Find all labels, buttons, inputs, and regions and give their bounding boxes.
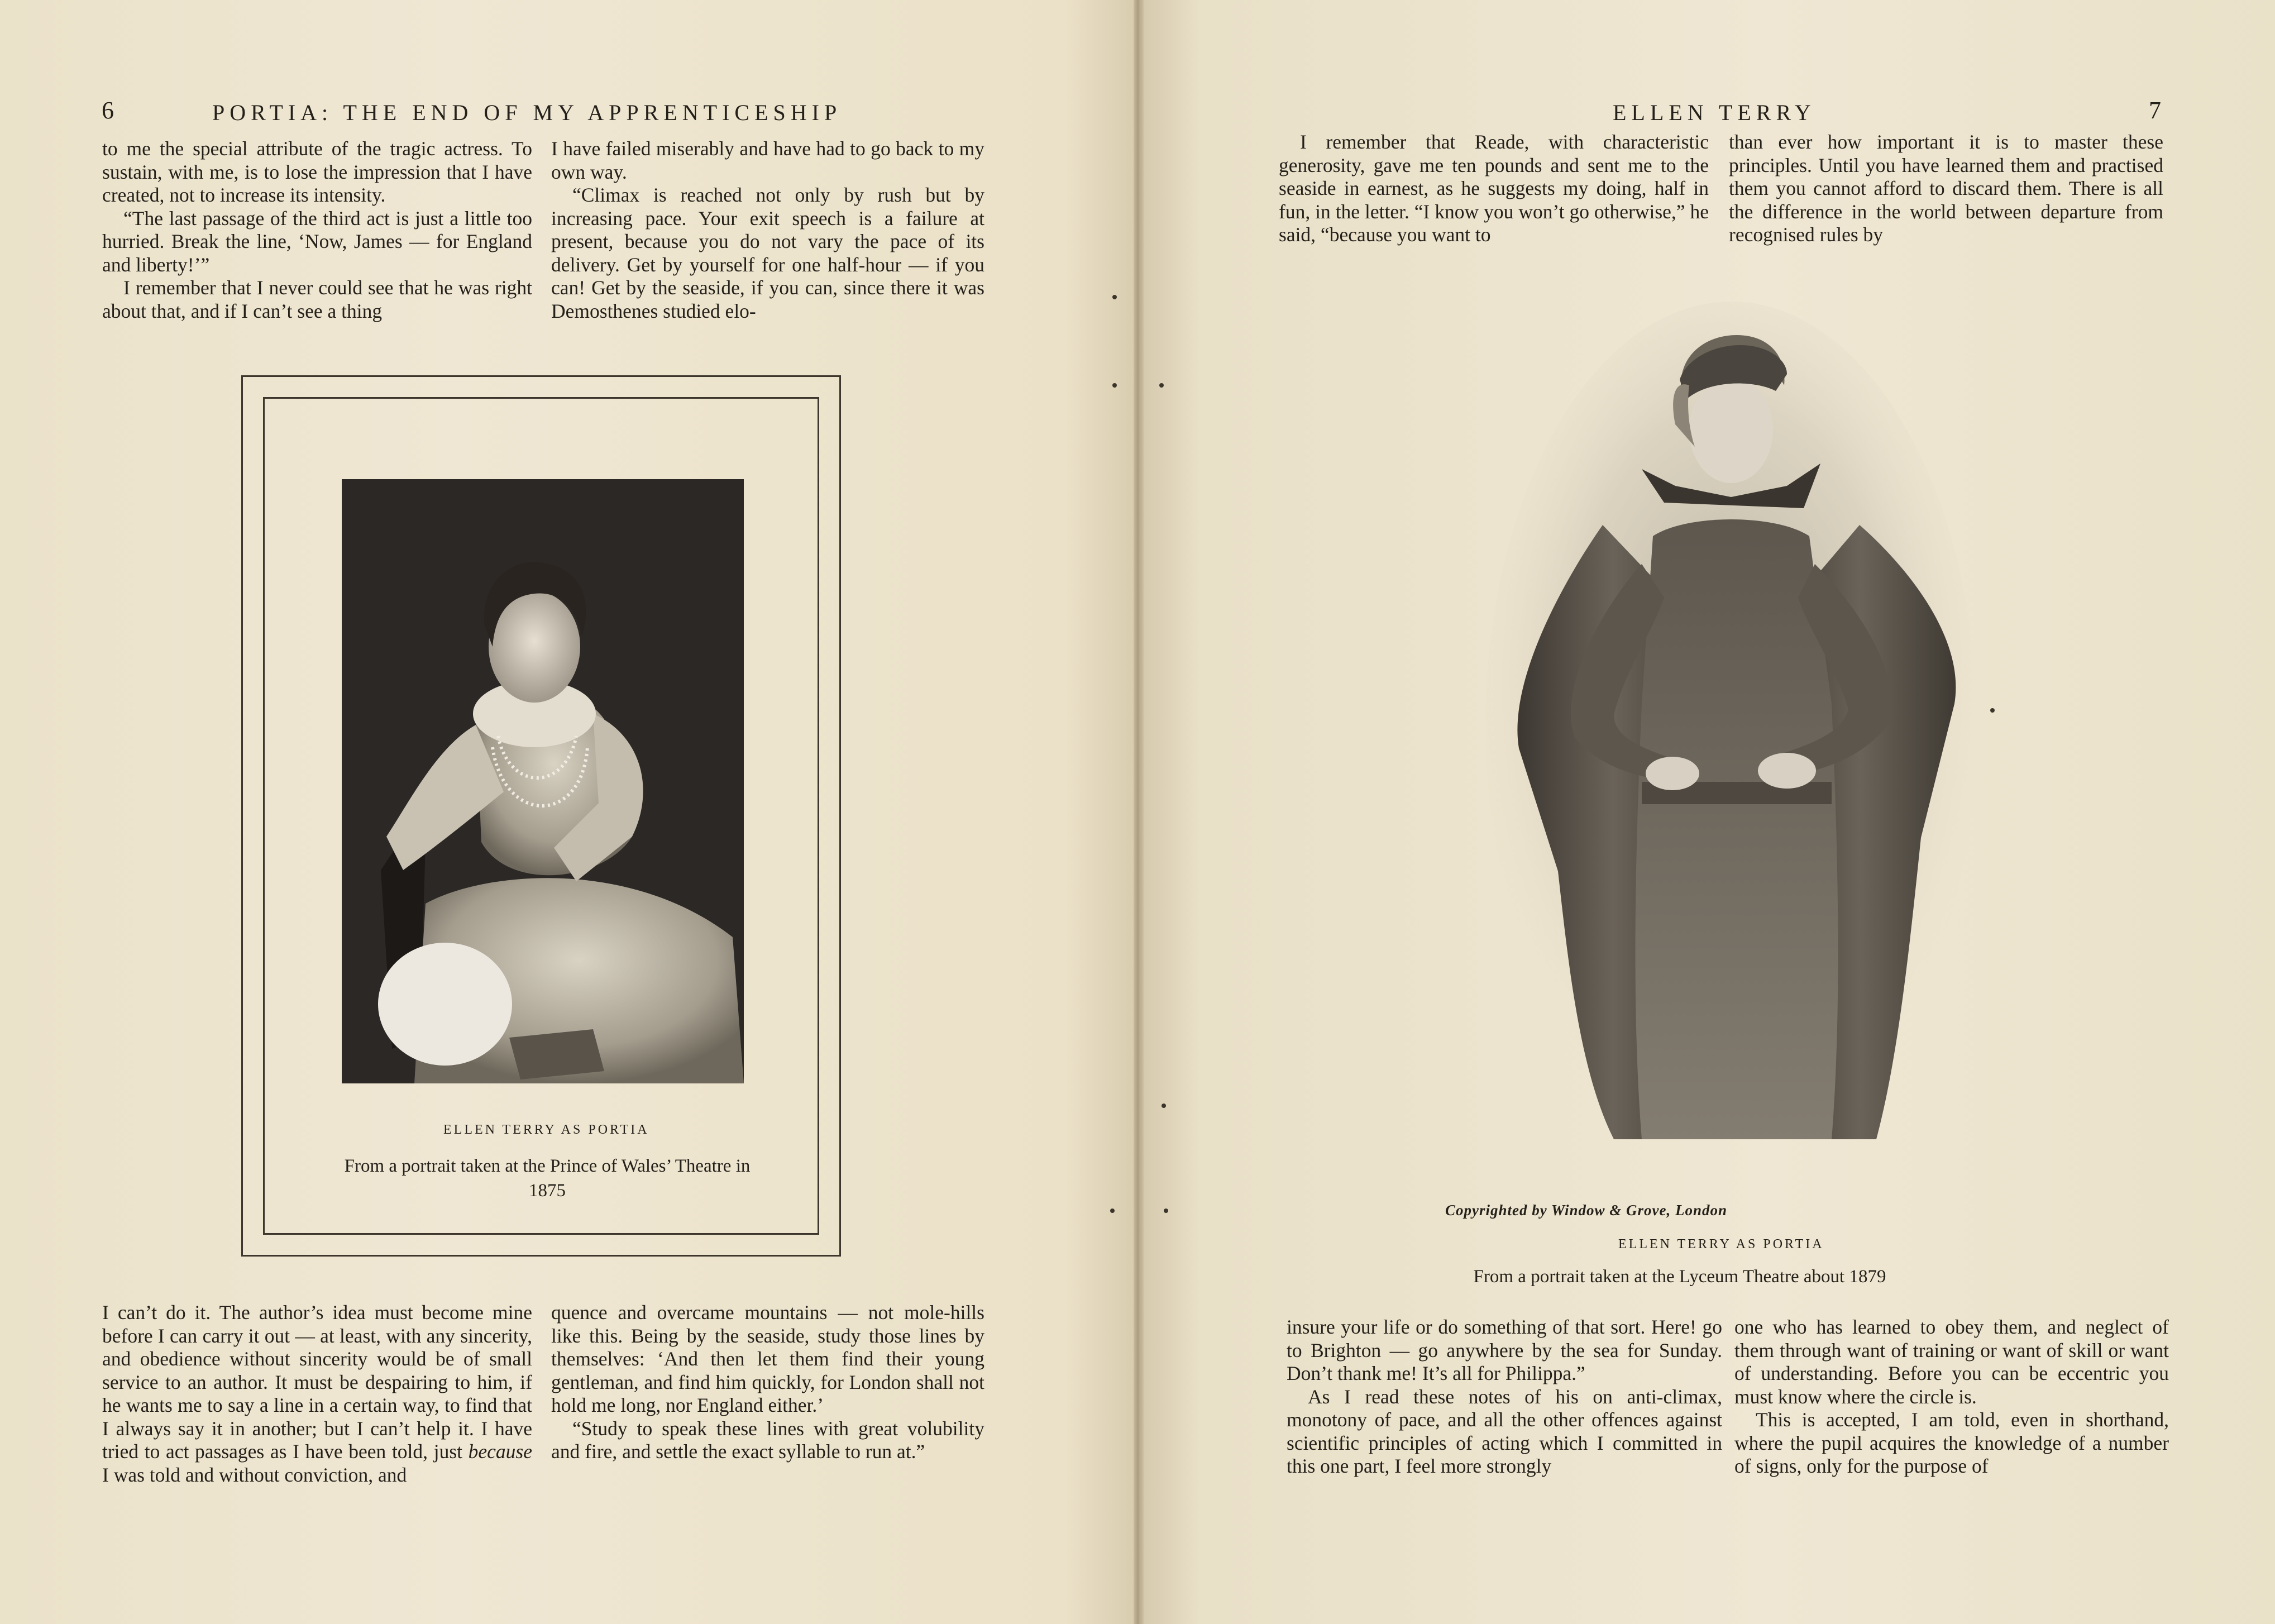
paragraph: quence and overcame mountains — not mole-hills like this. Being by the seaside, study those lines by themselves: ‘And then let them find their young gentleman, and find him quickly, for London shall not hold me long, nor England either.’: [551, 1301, 984, 1416]
portrait-photo-standing: [1474, 302, 1988, 1173]
left-page: [0, 0, 1134, 1624]
scan-speck: [1110, 1209, 1115, 1213]
standing-portrait-image: [1474, 302, 1988, 1173]
paragraph: than ever how important it is to master these principles. Until you have learned them and practised them you cannot afford to discard them. There is all the difference in the world between departure from recognised rules by: [1729, 131, 2163, 246]
scan-speck: [1990, 708, 1995, 713]
left-column-2-bottom: [551, 1301, 984, 1464]
left-column-2-top: [551, 137, 984, 323]
page-number: 7: [2149, 97, 2161, 124]
paragraph: “The last passage of the third act is just a little too hurried. Break the line, ‘Now, James — for England and liberty!’”: [102, 207, 532, 276]
right-column-2-bottom: [1734, 1316, 2169, 1478]
scan-speck: [1112, 295, 1117, 299]
left-column-1-bottom: [102, 1301, 532, 1487]
plate-caption-credit: From a portrait taken at the Lyceum Theatre about 1879: [1473, 1267, 1886, 1287]
right-column-2-top: [1729, 131, 2163, 247]
scan-speck: [1162, 1104, 1166, 1108]
plate-caption-credit: From a portrait taken at the Prince of Wales’ Theatre in 1875: [344, 1156, 751, 1201]
paragraph: “Climax is reached not only by rush but by increasing pace. Your exit speech is a failure at present, because you do not vary the pace of its delivery. Get by yourself for one half-hour — if you can! Get by the seaside, if you can, since there it was Demosthenes studied elo-: [551, 184, 984, 322]
paragraph: one who has learned to obey them, and neglect of them through want of training or want of skill or want of understanding. Before you can be eccentric you must know where the circle is.: [1734, 1316, 2169, 1408]
plate-caption-title: ELLEN TERRY AS PORTIA: [1618, 1237, 1824, 1252]
seated-portrait-image: [342, 479, 744, 1083]
scan-speck: [1159, 383, 1164, 388]
paragraph: This is accepted, I am told, even in shorthand, where the pupil acquires the knowledge of a number of signs, only for the purpose of: [1734, 1408, 2169, 1477]
paragraph: I remember that Reade, with characteristic generosity, gave me ten pounds and sent me to the seaside in earnest, as he suggests my doing, half in fun, in the letter. “I know you won’t go otherwise,” he said, “because you want to: [1279, 131, 1709, 246]
page-number: 6: [102, 97, 114, 124]
paragraph: I remember that I never could see that he was right about that, and if I can’t see a thing: [102, 276, 532, 322]
paragraph: to me the special attribute of the tragic actress. To sustain, with me, is to lose the impression that I have created, not to increase its intensity.: [102, 137, 532, 206]
book-gutter: [1134, 0, 1144, 1624]
copyright-credit: Copyrighted by Window & Grove, London: [1445, 1202, 1728, 1219]
paragraph: As I read these notes of his on anti-climax, monotony of pace, and all the other offences against scientific principles of acting which I committed in this one part, I feel more strongly: [1287, 1385, 1722, 1477]
scan-speck: [1112, 383, 1117, 388]
left-column-1-top: [102, 137, 532, 323]
paragraph: I can’t do it. The author’s idea must become mine before I can carry it out — at least, with any sincerity, and obedience without sincerity would be of small service to an author. It must be despairing to him, if he wants me to say a line in a certain way, to find that I always say it in another; but I can’t help it. I have tried to act passages as I have been told, just because I was told and without conviction, and: [102, 1301, 532, 1486]
plate-caption-title: ELLEN TERRY AS PORTIA: [443, 1123, 649, 1137]
paragraph: I have failed miserably and have had to go back to my own way.: [551, 137, 984, 183]
paragraph: “Study to speak these lines with great volubility and fire, and settle the exact syllable to run at.”: [551, 1417, 984, 1463]
right-column-1-top: [1279, 131, 1709, 247]
scan-speck: [1164, 1209, 1168, 1213]
right-column-1-bottom: [1287, 1316, 1722, 1478]
portrait-photo-seated: [342, 479, 744, 1083]
paragraph: insure your life or do something of that sort. Here! go to Brighton — go anywhere by the sea for Sunday. Don’t thank me! It’s all for Philippa.”: [1287, 1316, 1722, 1384]
running-head: PORTIA: THE END OF MY APPRENTICESHIP: [212, 100, 842, 125]
running-head: ELLEN TERRY: [1613, 100, 1816, 125]
